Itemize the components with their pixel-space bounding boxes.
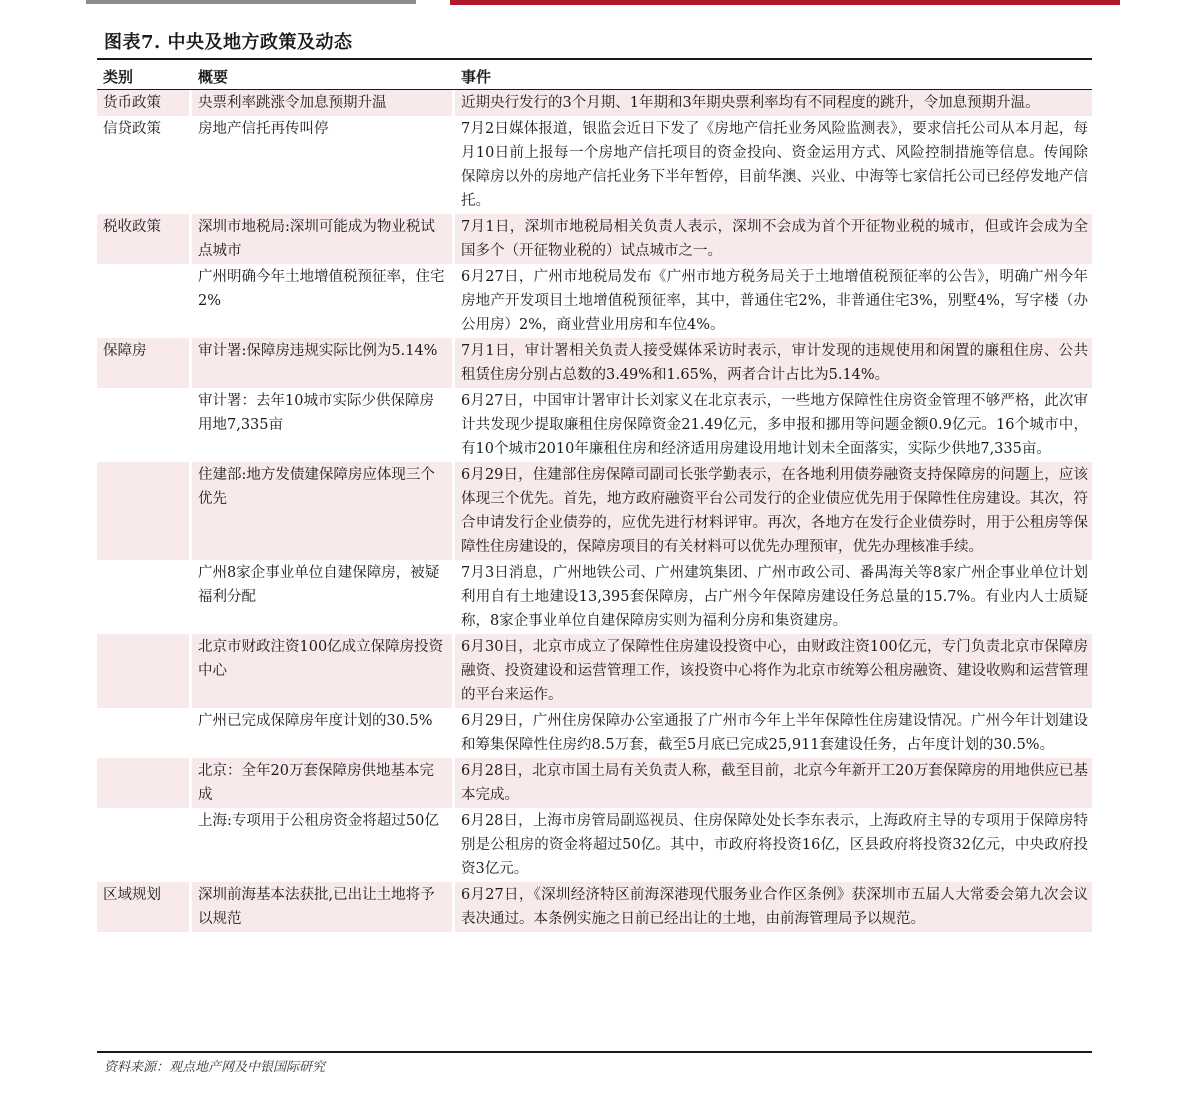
header-event: 事件 (455, 62, 1092, 90)
row-summary-cell: 上海:专项用于公租房资金将超过50亿 (192, 808, 455, 882)
row-event-cell: 7月1日，深圳市地税局相关负责人表示，深圳不会成为首个开征物业税的城市，但或许会成为全国多个（开征物业税的）试点城市之一。 (455, 214, 1092, 264)
source-note: 资料来源：观点地产网及中银国际研究 (104, 1060, 326, 1075)
table-row (97, 758, 1092, 808)
table-row (97, 338, 1092, 388)
row-summary-cell: 广州明确今年土地增值税预征率，住宅2% (192, 264, 455, 338)
table-row (97, 90, 1092, 116)
row-event-cell: 近期央行发行的3个月期、1年期和3年期央票利率均有不同程度的跳升，令加息预期升温。 (455, 90, 1092, 116)
table-row (97, 388, 1092, 462)
row-event-cell: 6月29日，住建部住房保障司副司长张学勤表示，在各地利用债券融资支持保障房的问题上，应该体现三个优先。首先，地方政府融资平台公司发行的企业债应优先用于保障性住房建设。其次，符合申请发行企业债券的，应优先进行材料评审。再次，各地方在发行企业债券时，用于公租房等保障性住房建设的，保障房项目的有关材料可以优先办理预审，优先办理核准手续。 (455, 462, 1092, 560)
row-category-cell: 区域规划 (97, 882, 192, 932)
row-event-cell: 6月28日，北京市国土局有关负责人称，截至目前，北京今年新开工20万套保障房的用地供应已基本完成。 (455, 758, 1092, 808)
row-summary-cell: 广州已完成保障房年度计划的30.5% (192, 708, 455, 758)
row-summary-cell: 审计署:保障房违规实际比例为5.14% (192, 338, 455, 388)
top-accent-bar-gray (86, 0, 416, 4)
row-event-cell: 6月29日，广州住房保障办公室通报了广州市今年上半年保障性住房建设情况。广州今年计划建设和筹集保障性住房约8.5万套，截至5月底已完成25,911套建设任务，占年度计划的30.5%。 (455, 708, 1092, 758)
table-row (97, 462, 1092, 560)
row-event-cell: 6月28日，上海市房管局副巡视员、住房保障处处长李东表示，上海政府主导的专项用于保障房特别是公租房的资金将超过50亿。其中，市政府将投资16亿，区县政府将投资32亿元，中央政府投资3亿元。 (455, 808, 1092, 882)
table-row (97, 116, 1092, 214)
row-event-cell: 7月2日媒体报道，银监会近日下发了《房地产信托业务风险监测表》，要求信托公司从本月起，每月10日前上报每一个房地产信托项目的资金投向、资金运用方式、风险控制措施等信息。传闻除保障房以外的房地产信托业务下半年暂停，目前华澳、兴业、中海等七家信托公司已经停发地产信托。 (455, 116, 1092, 214)
title-rule (97, 58, 1092, 60)
row-category-cell: 信贷政策 (97, 116, 192, 214)
row-event-cell: 6月27日，中国审计署审计长刘家义在北京表示，一些地方保障性住房资金管理不够严格，此次审计共发现少提取廉租住房保障资金21.49亿元，多申报和挪用等问题金额0.9亿元。16个城市中，有10个城市2010年廉租住房和经济适用房建设用地计划未全面落实，实际少供地7,335亩。 (455, 388, 1092, 462)
row-summary-cell: 审计署：去年10城市实际少供保障房用地7,335亩 (192, 388, 455, 462)
row-category-cell (97, 264, 192, 338)
row-category-cell (97, 808, 192, 882)
row-event-cell: 6月30日，北京市成立了保障性住房建设投资中心，由财政注资100亿元，专门负责北京市保障房融资、投资建设和运营管理工作，该投资中心将作为北京市统筹公租房融资、建设收购和运营管理的平台来运作。 (455, 634, 1092, 708)
policy-table (97, 62, 1092, 932)
row-category-cell (97, 758, 192, 808)
row-category-cell (97, 388, 192, 462)
row-event-cell: 6月27日，《深圳经济特区前海深港现代服务业合作区条例》获深圳市五届人大常委会第九次会议表决通过。本条例实施之日前已经出让的土地，由前海管理局予以规范。 (455, 882, 1092, 932)
row-category-cell (97, 462, 192, 560)
table-row (97, 708, 1092, 758)
row-category-cell (97, 560, 192, 634)
table-body (97, 90, 1092, 932)
table-row (97, 634, 1092, 708)
row-event-cell: 7月3日消息，广州地铁公司、广州建筑集团、广州市政公司、番禺海关等8家广州企事业单位计划利用自有土地建设13,395套保障房，占广州今年保障房建设任务总量的15.7%。有业内人士质疑称，8家企事业单位自建保障房实则为福利分房和集资建房。 (455, 560, 1092, 634)
row-category-cell (97, 634, 192, 708)
row-summary-cell: 房地产信托再传叫停 (192, 116, 455, 214)
header-category: 类别 (97, 62, 192, 90)
row-summary-cell: 北京：全年20万套保障房供地基本完成 (192, 758, 455, 808)
row-summary-cell: 央票利率跳涨令加息预期升温 (192, 90, 455, 116)
table-row (97, 214, 1092, 264)
row-event-cell: 6月27日，广州市地税局发布《广州市地方税务局关于土地增值税预征率的公告》，明确广州今年房地产开发项目土地增值税预征率，其中，普通住宅2%，非普通住宅3%，别墅4%，写字楼（办公用房）2%，商业营业用房和车位4%。 (455, 264, 1092, 338)
table-row (97, 808, 1092, 882)
table-header-row (97, 62, 1092, 90)
row-category-cell: 货币政策 (97, 90, 192, 116)
row-category-cell: 税收政策 (97, 214, 192, 264)
row-event-cell: 7月1日，审计署相关负责人接受媒体采访时表示，审计发现的违规使用和闲置的廉租住房、公共租赁住房分别占总数的3.49%和1.65%，两者合计占比为5.14%。 (455, 338, 1092, 388)
top-accent-bar-red (450, 0, 1120, 5)
row-category-cell: 保障房 (97, 338, 192, 388)
row-category-cell (97, 708, 192, 758)
row-summary-cell: 广州8家企事业单位自建保障房，被疑福利分配 (192, 560, 455, 634)
table-row (97, 264, 1092, 338)
row-summary-cell: 深圳市地税局:深圳可能成为物业税试点城市 (192, 214, 455, 264)
page-title: 图表7. 中央及地方政策及动态 (104, 32, 353, 53)
table-bottom-rule (97, 1051, 1092, 1053)
table-row (97, 882, 1092, 932)
row-summary-cell: 住建部:地方发债建保障房应体现三个优先 (192, 462, 455, 560)
table-row (97, 560, 1092, 634)
header-summary: 概要 (192, 62, 455, 90)
row-summary-cell: 深圳前海基本法获批,已出让土地将予以规范 (192, 882, 455, 932)
row-summary-cell: 北京市财政注资100亿成立保障房投资中心 (192, 634, 455, 708)
